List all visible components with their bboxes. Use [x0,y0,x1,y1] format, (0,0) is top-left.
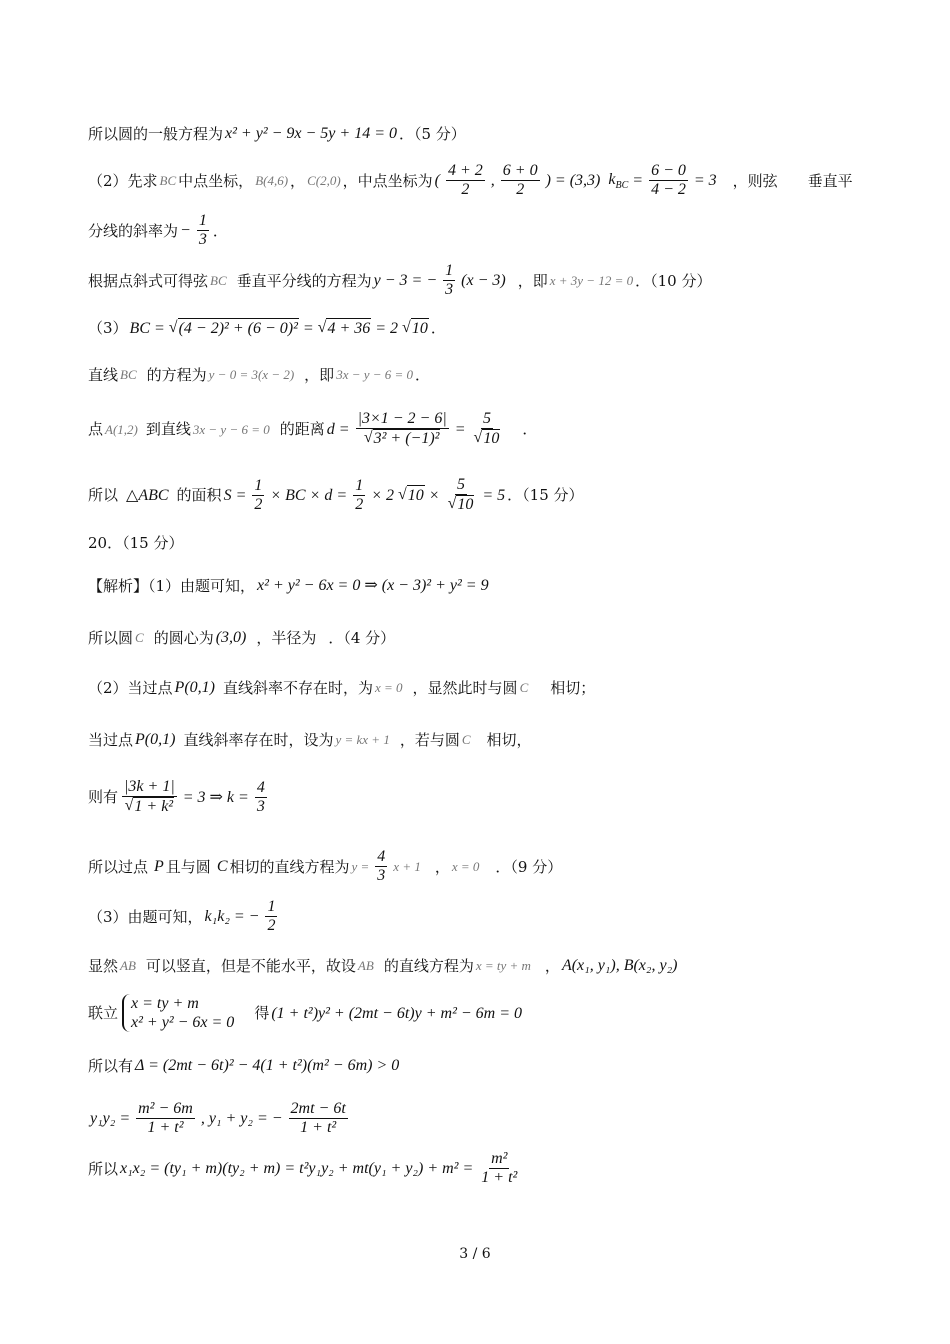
frac-num: 1 [443,262,455,281]
math-eq: = [454,420,466,438]
math-slope-value: = 3 [693,172,717,190]
line-ab-setup [88,956,679,975]
math-eq-part: , y₁ + y₂ = − [200,1110,283,1128]
frac-den: 3 [256,797,265,815]
frac-num: 4 [375,848,387,867]
text: ．（5 分） [399,124,466,143]
math-point-p: P(0,1) [174,679,215,696]
sqrt: √ 3² + (−1)² [363,429,440,448]
math-eq: = [632,172,644,190]
math-line-eq: x = ty + m [475,957,531,973]
fraction [354,410,451,449]
text: ，即 [517,271,548,290]
radicand: 10 [483,430,500,448]
line-part3 [88,898,281,936]
frac-den: 3 [198,231,207,249]
frac-num: 5 [455,476,467,495]
math-eq-part: = 5 [482,486,506,504]
math-eq-part: y₁y₂ = [90,1110,131,1128]
math-bc-result: 3x − y − 6 = 0 [336,367,414,383]
fraction [470,410,505,449]
question-number: 20．（15 分） [88,534,184,552]
line-q20-header [88,534,183,552]
text: ． [212,221,228,240]
sqrt: √ 10 [398,486,424,505]
math-minus: − [180,222,191,240]
math-eq-part: × [428,486,440,504]
text: 直线斜率不存在时，为 [222,678,373,697]
text: ，则弦 [732,171,778,190]
frac-num: 1 [353,477,365,496]
sqrt: √ 10 [402,319,428,337]
text: ． [430,319,446,338]
line-bisector-equation [88,262,711,300]
frac-num: |3k + 1| [122,778,177,797]
fraction [499,162,542,200]
fraction [441,262,457,300]
frac-num: |3×1 − 2 − 6| [356,410,449,429]
math-eq-part: d = [326,420,350,438]
math-point-b: B(4,6) [255,173,289,189]
text: 可以竖直，但是不能水平，故设 [145,956,356,975]
math-line-eq: y = kx + 1 [335,731,390,747]
math-eq-part: × 2 [371,486,394,504]
text: 所以过点 [88,857,149,876]
math-eq-part: y − 3 = − [373,272,438,290]
text: ，若与圆 [399,730,460,749]
text: ．（9 分） [495,857,563,876]
math-points: A(x₁, y₁), B(x₂, y₂) [561,957,678,974]
text: ，即 [304,366,335,384]
fraction [250,477,266,515]
sqrt: √ 4 + 36 [317,319,371,337]
equation-system [122,994,236,1032]
text: 到直线 [145,420,191,439]
text: 得 [254,1004,270,1023]
math-c: C [135,629,144,645]
math-eq-part: k₁k₂ = − [204,908,260,926]
math-center: (3,0) [215,629,247,646]
text: ，中点坐标为 [342,171,433,190]
text: 所以圆的一般方程为 [88,124,224,143]
math-bc-eq: y − 0 = 3(x − 2) [208,367,295,383]
frac-den: 4 − 2 [651,181,686,199]
math-eq-part: = 3 ⇒ k = [182,788,249,806]
math-c: C [461,731,471,747]
math-mid-result: ) = (3,3) [545,172,601,190]
line-general-equation [88,124,466,143]
line-midpoint: （2）先求 BC 中点坐标， B(4,6) ， C(2,0) ，中点坐标为 ( $\frac{4 + 2}{2}$ , $\frac{6 + 0}{2}$ ) = (3,3) $k_{BC}$ = $\frac{6 - 0}{4 - 2}$ = 3 ，则弦 垂直平 [88,162,853,199]
fraction [134,1100,197,1138]
frac-num: 1 [265,898,277,917]
text: ， [290,171,306,190]
text: ．（10 分） [635,271,712,290]
text: 显然 [88,956,119,975]
fraction [263,898,279,936]
fraction [287,1100,350,1138]
line-x-product [88,1150,523,1188]
text: ， [544,956,560,975]
text: 联立 [88,1004,119,1023]
text: 相切， [486,730,532,749]
frac-den: 3 [377,867,386,885]
math-c: C [216,858,228,876]
fraction [253,779,269,817]
math-circle-transform: x² + y² − 6x = 0 ⇒ (x − 3)² + y² = 9 [257,577,489,594]
frac-num: 5 [481,410,493,429]
frac-den: 2 [254,495,263,513]
text: 所以 [88,486,119,505]
text: 的方程为 [146,366,207,384]
math-k: k [608,170,616,188]
system-eq-2: x² + y² − 6x = 0 [131,1014,235,1032]
fraction [444,476,479,515]
radicand: 3² + (−1)² [373,430,440,448]
frac-num: m² [489,1150,509,1169]
math-bisector-result: x + 3y − 12 = 0 [549,273,634,289]
fraction [373,848,389,886]
text: 根据点斜式可得弦 [88,271,209,290]
frac-num: 6 − 0 [649,162,688,181]
math-ab: AB [357,957,374,973]
math-line: 3x − y − 6 = 0 [192,421,270,437]
line-center [88,628,395,647]
text: 点 [88,420,104,439]
sqrt: √ (4 − 2)² + (6 − 0)² [168,319,298,337]
math-k-sub: BC [615,179,629,191]
frac-den: 2 [461,181,470,199]
text: ，半径为 [256,628,317,647]
line-tangent-lines [88,848,562,886]
fraction [647,162,690,200]
frac-den: 3 [445,281,454,299]
math-circle-equation: x² + y² − 9x − 5y + 14 = 0 [225,125,397,142]
text: ， [434,857,450,876]
radicand: 1 + k² [134,798,174,816]
text: 的圆心为 [153,628,214,647]
system-eq-1: x = ty + m [131,995,199,1012]
frac-den: 1 + t² [300,1119,337,1137]
line-bc-equation [88,366,430,384]
math-discriminant: Δ = (2mt − 6t)² − 4(1 + t²)(m² − 6m) > 0 [135,1057,400,1074]
fraction [195,212,211,250]
math-paren: ( [434,172,440,190]
frac-den: 2 [355,495,364,513]
line-bc-length [88,318,446,338]
math-eq-part: × BC × d = [270,486,348,504]
text: 的直线方程为 [383,956,474,975]
text: （3） [88,319,128,338]
text: ． [522,420,538,439]
text: 分线的斜率为 [88,221,179,240]
page-number: 3 / 6 [459,1246,491,1262]
math-point-p: P(0,1) [135,731,176,748]
fraction [351,477,367,515]
math-eq-part: y = [351,859,370,875]
frac-num: 1 [197,212,209,231]
math-eq-part: = [302,319,314,337]
text: ．（4 分） [328,628,396,647]
text: 所以有 [88,1056,134,1075]
text: （2）当过点 [88,678,173,697]
math-eq-part: = 2 [375,319,399,337]
text: 垂直平分线的方程为 [236,271,372,290]
text: 相切； [550,678,596,697]
text: ． [415,366,431,384]
math-ab: AB [120,957,136,973]
math-x-eq-0: x = 0 [375,679,403,695]
text: 的面积 [176,486,222,505]
frac-num: 4 [255,779,267,798]
text: 则有 [88,788,119,807]
line-discriminant [88,1056,401,1075]
math-eq-part: S = [223,486,247,504]
line-system [88,994,524,1032]
text: 直线斜率存在时，设为 [183,730,334,749]
fraction [120,778,179,817]
frac-den: 1 + t² [147,1119,184,1137]
frac-num: 1 [252,477,264,496]
math-bc: BC [159,173,177,189]
line-vieta [88,1100,352,1138]
text: 垂直平 [807,171,853,190]
math-point-c: C(2,0) [307,173,341,189]
math-quadratic: (1 + t²)y² + (2mt − 6t)y + m² − 6m = 0 [271,1004,523,1022]
math-bc: BC [120,367,137,383]
math-triangle: △ABC [126,486,169,504]
radicand: 10 [457,496,474,514]
text: 直线 [88,366,119,384]
math-eq-part: x₁x₂ = (ty₁ + m)(ty₂ + m) = t²y₁y₂ + mt(y₁ + y₂) + m² = [120,1160,474,1178]
fraction [477,1150,521,1188]
math-eq-part: BC = [129,319,165,337]
math-eq-part: x + 1 [393,859,421,875]
text: （3）由题可知， [88,907,203,926]
fraction [444,162,487,200]
line-vertical-case [88,678,595,697]
text: 且与圆 [165,857,211,876]
math-bc: BC [210,273,227,289]
text: ，显然此时与圆 [412,678,518,697]
frac-num: 6 + 0 [501,162,540,181]
text: （2）先求 [88,171,158,190]
sqrt: √ 10 [447,495,474,514]
text: 当过点 [88,730,134,749]
math-p: P [154,858,164,876]
math-c: C [519,679,529,695]
text: 所以 [88,1159,119,1178]
math-point-a: A(1,2) [105,421,138,437]
text: 【解析】（1）由题可知， [88,576,256,595]
sqrt: √ 10 [473,429,500,448]
sqrt: √ 1 + k² [124,797,174,816]
radicand: 10 [407,487,424,505]
frac-num: m² − 6m [136,1100,195,1119]
line-distance [88,410,537,449]
text: 所以圆 [88,628,134,647]
radicand: 10 [411,320,428,337]
frac-den: 2 [516,181,525,199]
frac-num: 4 + 2 [446,162,485,181]
math-eq-part: (x − 3) [461,272,506,290]
frac-den: 2 [267,917,276,935]
math-x-eq-0: x = 0 [451,859,480,875]
frac-den: 1 + t² [481,1169,518,1187]
text: 相切的直线方程为 [229,857,350,876]
line-slope-case [88,730,532,749]
text: 中点坐标， [178,171,254,190]
radicand: (4 − 2)² + (6 − 0)² [178,320,298,337]
line-area [88,476,584,515]
text: ．（15 分） [507,486,584,505]
line-bisector-slope [88,212,228,250]
line-k-solution [88,778,271,817]
frac-num: 2mt − 6t [289,1100,348,1119]
radicand: 4 + 36 [327,320,371,337]
text: 的距离 [279,420,325,439]
line-solution-1 [88,576,491,595]
